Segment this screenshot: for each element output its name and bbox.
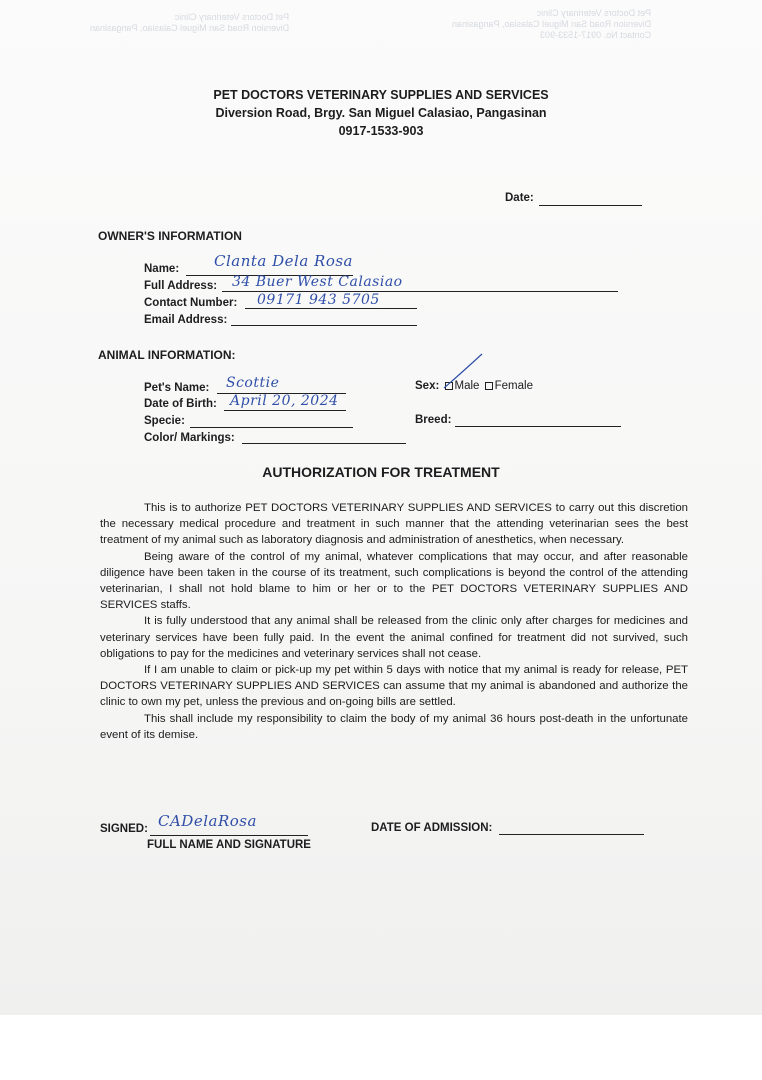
clinic-address: Diversion Road, Brgy. San Miguel Calasiao, Pangasinan xyxy=(215,106,547,120)
breed-label: Breed: xyxy=(415,414,452,426)
color-markings-label: Color/ Markings: xyxy=(144,432,235,444)
sex-female-label: Female xyxy=(494,380,533,392)
signature-caption: FULL NAME AND SIGNATURE xyxy=(147,839,311,851)
authorization-paragraph: This shall include my responsibility to claim the body of my animal 36 hours post-death in the unfortunate event of its demise. xyxy=(100,712,688,741)
sex-male-label: Male xyxy=(454,380,480,392)
owner-contact-field[interactable] xyxy=(245,308,417,309)
bleed-line: Diversion Road San Miguel Calasiao, Pangasinan xyxy=(452,19,652,29)
bleed-through-right xyxy=(452,8,651,41)
sex-label: Sex: xyxy=(415,380,440,392)
owner-name-label: Name: xyxy=(144,263,180,275)
color-markings-field[interactable] xyxy=(242,443,406,444)
specie-field[interactable] xyxy=(190,427,353,428)
owner-address-value: 34 Buer West Calasiao xyxy=(232,274,403,290)
admission-date-field[interactable] xyxy=(499,834,644,835)
authorization-body xyxy=(100,500,688,743)
pet-name-label: Pet's Name: xyxy=(144,382,210,394)
owner-section-title: OWNER'S INFORMATION xyxy=(98,229,242,243)
bleed-through-left xyxy=(90,12,289,34)
bleed-line: Diversion Road San Miguel Calasiao, Pangasinan xyxy=(90,23,290,33)
owner-contact-label: Contact Number: xyxy=(144,297,238,309)
page-bottom-margin xyxy=(0,1015,762,1080)
clinic-phone: 0917-1533-903 xyxy=(338,124,424,138)
signed-label: SIGNED: xyxy=(100,823,148,835)
dob-label: Date of Birth: xyxy=(144,398,217,410)
authorization-title: AUTHORIZATION FOR TREATMENT xyxy=(262,464,500,480)
owner-address-label: Full Address: xyxy=(144,280,218,292)
owner-email-field[interactable] xyxy=(231,325,417,326)
specie-label: Specie: xyxy=(144,415,185,427)
pet-name-value: Scottie xyxy=(226,375,280,391)
date-field[interactable] xyxy=(539,205,642,206)
dob-field[interactable] xyxy=(224,410,346,411)
authorization-paragraph: It is fully understood that any animal shall be released from the clinic only after charges for medicines and veterinary services have been fully paid. In the event the animal confined for treatment did not survived, such obligations to pay for the medicines and veterinary services shall not cease. xyxy=(100,615,688,660)
admission-date-label: DATE OF ADMISSION: xyxy=(371,822,493,834)
clinic-name: PET DOCTORS VETERINARY SUPPLIES AND SERVICES xyxy=(213,88,549,102)
authorization-paragraph: This is to authorize PET DOCTORS VETERINARY SUPPLIES AND SERVICES to carry out this discretion the necessary medical procedure and treatment in such manner that the attending veterinarian sees the best treatment of my animal such as laboratory diagnosis and administration of anesthetics, when necessary. xyxy=(100,502,688,547)
animal-section-title: ANIMAL INFORMATION: xyxy=(98,348,236,362)
bleed-line: Pet Doctors Veterinary Clinic xyxy=(174,12,290,22)
bleed-line: Pet Doctors Veterinary Clinic xyxy=(536,8,652,18)
signature-value: CADelaRosa xyxy=(158,812,257,830)
breed-field[interactable] xyxy=(455,426,621,427)
owner-name-value: Clanta Dela Rosa xyxy=(214,252,353,270)
check-mark-icon xyxy=(440,352,486,392)
owner-contact-value: 09171 943 5705 xyxy=(257,292,380,308)
signature-field[interactable] xyxy=(150,835,308,836)
dob-value: April 20, 2024 xyxy=(230,393,339,409)
authorization-paragraph: If I am unable to claim or pick-up my pet within 5 days with notice that my animal is ready for release, PET DOCTORS VETERINARY SUPPLIES AND SERVICES can assume that my animal is abandoned and authorize the clinic to own my pet, unless the previous and on-going bills are settled. xyxy=(100,664,688,709)
authorization-paragraph: Being aware of the control of my animal, whatever complications that may occur, and after reasonable diligence have been taken in the course of its treatment, such complications is beyond the control of the attending veterinarian, I shall not hold blame to him or her or to the PET DOCTORS VETERINARY SUPPLIES AND SERVICES staffs. xyxy=(100,550,688,612)
bleed-line: Contact No. 0917-1533-903 xyxy=(540,30,652,40)
date-label: Date: xyxy=(505,192,534,204)
owner-email-label: Email Address: xyxy=(144,314,228,326)
